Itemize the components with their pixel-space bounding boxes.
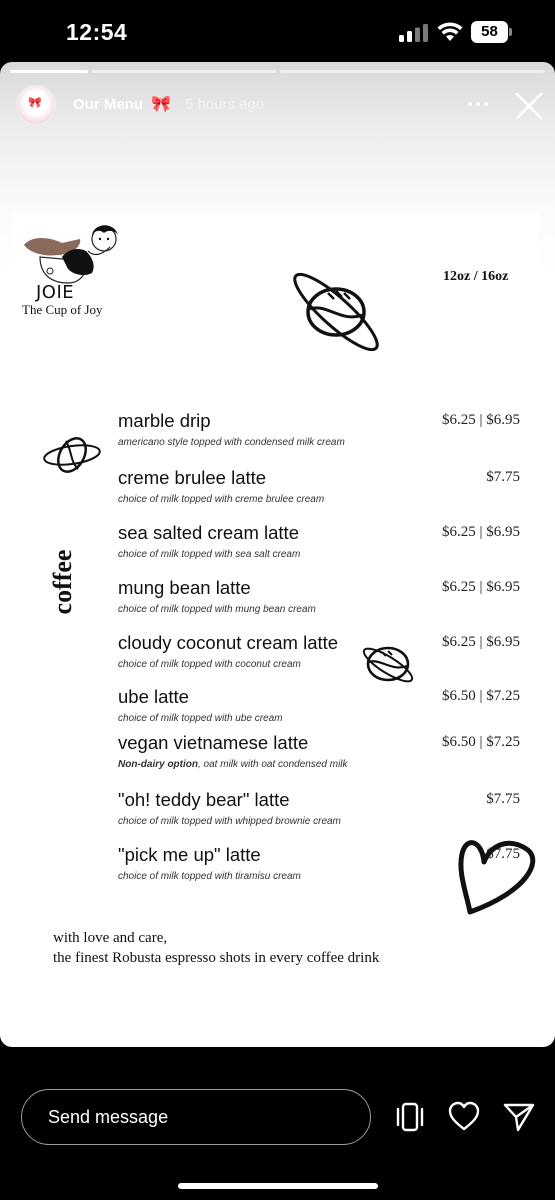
story-header — [0, 82, 555, 132]
wifi-icon — [437, 22, 463, 42]
account-name[interactable]: Our Menu — [73, 96, 143, 113]
joie-logo-illustration — [22, 217, 122, 287]
size-header: 12oz / 16oz — [443, 269, 509, 284]
story-progress-2 — [92, 70, 276, 73]
reshare-icon[interactable] — [393, 1100, 427, 1134]
battery-icon — [471, 21, 513, 43]
send-icon[interactable] — [502, 1100, 536, 1134]
menu-item-name: "pick me up" latte — [118, 844, 261, 865]
footer-line-2: the finest Robusta espresso shots in every coffee drink — [53, 950, 380, 966]
menu-item-name: vegan vietnamese latte — [118, 732, 309, 753]
story-progress-3 — [280, 70, 545, 73]
footer-note — [53, 928, 379, 968]
menu-item-description: choice of milk topped with creme brulee cream — [118, 494, 325, 505]
home-indicator — [178, 1183, 378, 1189]
story-progress-1 — [10, 70, 88, 73]
menu-item-price: $6.25 | $6.95 — [441, 524, 520, 540]
menu-item-name: creme brulee latte — [118, 467, 267, 488]
status-time: 12:54 — [66, 19, 128, 45]
section-label: coffee — [48, 549, 77, 615]
menu-item-description: choice of milk topped with tiramisu cream — [118, 871, 301, 882]
menu-item-name: mung bean latte — [118, 577, 251, 598]
ribbon-bow-icon: 🎀 — [151, 96, 171, 113]
footer-line-1: with love and care, — [53, 930, 168, 946]
menu-item-description — [118, 759, 348, 770]
menu-item — [118, 410, 538, 458]
menu-item-description: choice of milk topped with sea salt cream — [118, 549, 301, 560]
menu-item — [118, 686, 538, 734]
menu-item — [118, 732, 538, 780]
menu-item-description: choice of milk topped with whipped brownie cream — [118, 816, 341, 827]
more-options-icon[interactable] — [466, 94, 490, 114]
status-bar — [0, 0, 555, 62]
send-message-input[interactable] — [21, 1089, 371, 1145]
brand-name: JOIE — [36, 282, 75, 303]
menu-item — [118, 467, 538, 515]
menu-item — [118, 522, 538, 570]
menu-item-description: americano style topped with condensed milk cream — [118, 437, 345, 448]
avatar[interactable] — [16, 85, 56, 125]
menu-item-price: $6.50 | $7.25 — [441, 688, 520, 704]
story-card[interactable] — [0, 62, 555, 1047]
menu-item-price: $6.25 | $6.95 — [441, 579, 520, 595]
menu-item — [118, 789, 538, 837]
coffee-bean-planet-icon — [362, 640, 414, 690]
brand-tagline: The Cup of Joy — [22, 302, 103, 317]
menu-item-description: choice of milk topped with coconut cream — [118, 659, 301, 670]
menu-item — [118, 632, 538, 680]
bow-icon: 🎀 — [28, 97, 42, 109]
menu-item-description: choice of milk topped with mung bean cream — [118, 604, 316, 615]
cellular-signal-icon — [399, 24, 429, 42]
menu-item-price: $7.75 — [486, 846, 520, 862]
menu-item-name: ube latte — [118, 686, 189, 707]
menu-item-name: sea salted cream latte — [118, 522, 299, 543]
menu-item-description-text: , oat milk with oat condensed milk — [198, 759, 348, 770]
menu-item-price: $6.25 | $6.95 — [441, 412, 520, 428]
battery-level: 58 — [481, 23, 498, 40]
menu-item-name: marble drip — [118, 410, 211, 431]
menu-item-description: choice of milk topped with ube cream — [118, 713, 283, 724]
menu-item-price: $6.50 | $7.25 — [441, 734, 520, 750]
post-time: 5 hours ago — [185, 96, 265, 113]
coffee-bean-planet-icon — [288, 263, 383, 361]
menu-sheet — [12, 212, 539, 966]
close-icon[interactable] — [514, 91, 544, 121]
menu-item — [118, 577, 538, 625]
message-placeholder: Send message — [48, 1107, 169, 1127]
coffee-bean-planet-icon — [42, 431, 102, 479]
menu-item-name: "oh! teddy bear" latte — [118, 789, 290, 810]
menu-item-description-emphasis: Non-dairy option — [118, 759, 198, 770]
menu-item-price: $7.75 — [486, 469, 520, 485]
menu-item-price: $6.25 | $6.95 — [441, 634, 520, 650]
menu-item-name: cloudy coconut cream latte — [118, 632, 339, 653]
heart-doodle-icon — [456, 832, 542, 928]
menu-item-price: $7.75 — [486, 791, 520, 807]
heart-icon[interactable] — [447, 1100, 481, 1134]
